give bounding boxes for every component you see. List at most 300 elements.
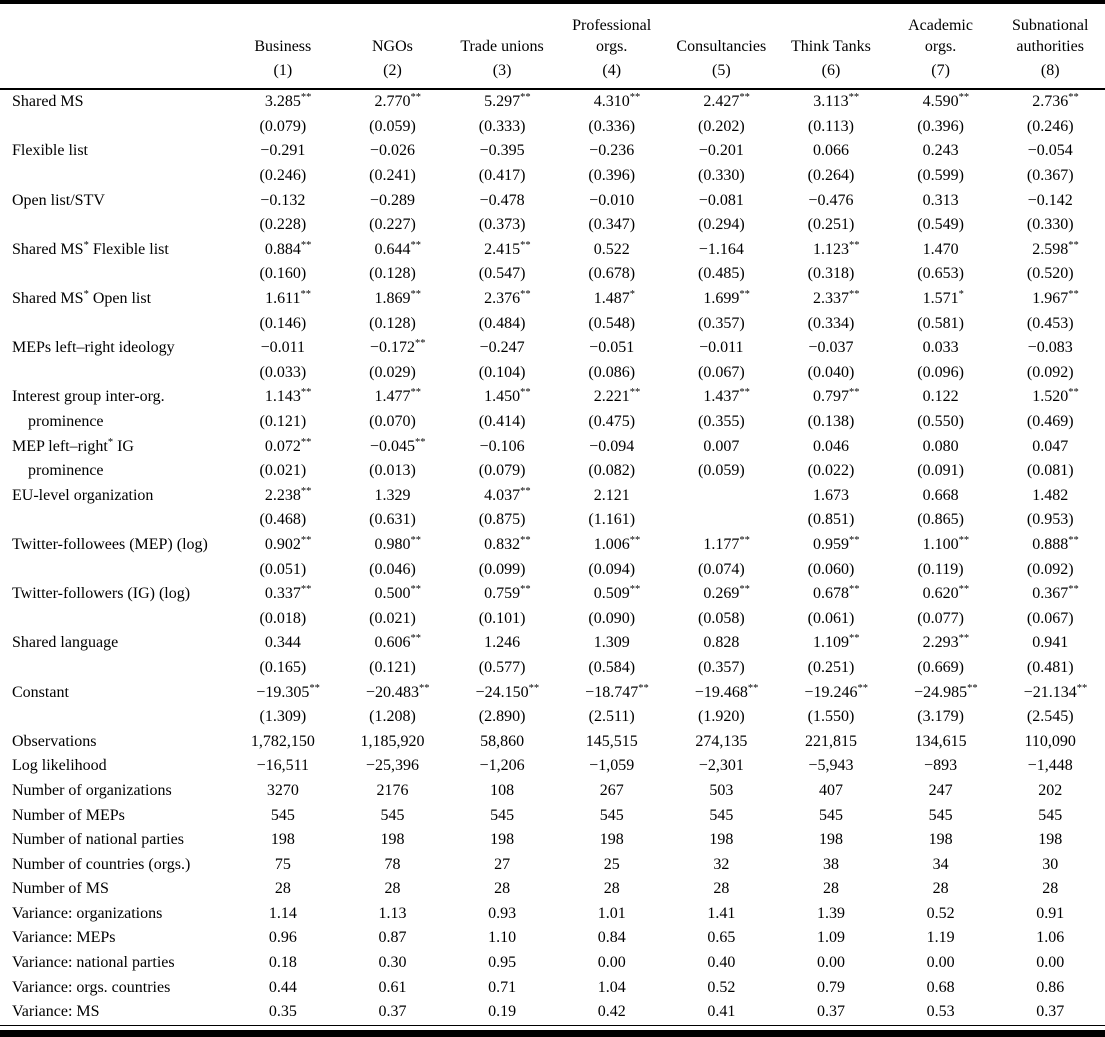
coefficient-cell: 0.644**	[374, 239, 421, 258]
standard-error-cell: (3.179)	[917, 708, 964, 726]
standard-error-cell: (0.033)	[259, 363, 307, 381]
row-label: Shared MS* Open list	[12, 289, 152, 308]
column-header-8	[995, 4, 1105, 88]
column-header-name-line: NGOs	[371, 38, 413, 55]
statistic-label: Number of organizations	[12, 781, 172, 799]
statistic-cell: 198	[1038, 831, 1063, 849]
coefficient-cell: 2.376**	[484, 289, 531, 308]
coefficient-cell: 3.113**	[813, 92, 860, 111]
statistic-cell: 34	[932, 855, 949, 873]
standard-error-cell: (0.077)	[917, 609, 964, 627]
standard-error-cell: (0.251)	[807, 216, 855, 234]
coefficient-cell: 1.967**	[1032, 289, 1079, 308]
coefficient-cell: 0.606**	[374, 633, 421, 652]
coefficient-cell: −1.164	[698, 240, 744, 258]
coefficient-cell: 1.477**	[374, 387, 421, 406]
coefficient-cell: 0.759**	[484, 584, 531, 603]
standard-error-line	[0, 213, 1105, 238]
coefficient-cell: −0.083	[1027, 339, 1073, 357]
column-model-number: (6)	[821, 62, 841, 79]
standard-error-cell: (0.096)	[917, 363, 964, 381]
coefficient-cell: −0.478	[479, 191, 525, 209]
statistic-cell: 0.42	[597, 1003, 626, 1021]
standard-error-cell: (0.121)	[259, 413, 307, 431]
statistic-cell: 134,615	[914, 732, 967, 750]
coefficient-cell: 1.869**	[374, 289, 421, 308]
coefficient-cell: −24.150**	[475, 682, 540, 701]
coefficient-cell: −0.094	[589, 437, 635, 455]
statistic-cell: 0.96	[268, 929, 297, 947]
statistic-cell: −2,301	[698, 757, 744, 775]
superscript-asterisk: *	[83, 239, 89, 251]
statistic-cell: 1.39	[816, 904, 845, 922]
coefficient-cell: −0.026	[369, 142, 415, 160]
standard-error-cell: (1.161)	[588, 511, 636, 529]
coefficient-cell: −0.051	[589, 339, 635, 357]
standard-error-cell: (0.481)	[1026, 658, 1074, 676]
statistic-cell: −5,943	[808, 757, 854, 775]
row-label: Constant	[12, 683, 69, 701]
column-header-name	[372, 36, 413, 57]
standard-error-cell: (0.251)	[807, 658, 855, 676]
statistic-cell: 0.00	[1036, 954, 1065, 972]
statistic-cell: 545	[599, 806, 624, 824]
column-model-number: (3)	[492, 62, 512, 79]
coefficient-cell: 0.033	[922, 339, 959, 357]
standard-error-cell: (0.092)	[1026, 363, 1074, 381]
statistic-cell: 0.84	[597, 929, 626, 947]
coefficient-cell: 2.337**	[812, 289, 860, 308]
standard-error-cell: (0.101)	[478, 609, 526, 627]
statistic-cell: 1,782,150	[250, 732, 315, 750]
statistic-cell: 198	[380, 831, 405, 849]
standard-error-cell: (0.099)	[478, 560, 526, 578]
standard-error-cell: (0.851)	[807, 511, 855, 529]
standard-error-cell: (0.090)	[588, 609, 636, 627]
standard-error-cell: (0.228)	[259, 216, 307, 234]
standard-error-cell: (0.246)	[259, 167, 307, 185]
standard-error-cell: (0.599)	[917, 167, 964, 185]
statistic-cell: −25,396	[365, 757, 419, 775]
standard-error-cell: (0.367)	[1026, 167, 1074, 185]
statistic-cell: 545	[380, 806, 405, 824]
coefficient-line	[0, 188, 1105, 213]
row-label: Shared MS	[12, 93, 84, 111]
standard-error-line	[0, 557, 1105, 582]
standard-error-cell: (0.070)	[369, 413, 416, 431]
coefficient-cell: 0.080	[922, 437, 959, 455]
coefficient-cell: 0.832**	[484, 534, 531, 553]
coefficient-cell: −24.985**	[914, 682, 978, 701]
coefficient-cell: 2.770**	[374, 92, 421, 111]
coefficient-line	[0, 139, 1105, 164]
coefficient-cell: 1.109**	[812, 633, 860, 652]
standard-error-cell: (0.475)	[588, 413, 636, 431]
coefficient-cell: −0.081	[698, 191, 744, 209]
column-header-name	[908, 15, 973, 57]
column-header-1	[228, 4, 338, 88]
standard-error-cell: (0.241)	[369, 167, 416, 185]
coefficient-cell: 2.293**	[922, 633, 970, 652]
standard-error-line	[0, 459, 1105, 484]
column-header-name-line: Trade unions	[460, 38, 544, 55]
statistic-cell: 0.41	[707, 1003, 736, 1021]
standard-error-cell: (0.347)	[588, 216, 636, 234]
standard-error-cell: (0.373)	[478, 216, 526, 234]
standard-error-cell: (0.059)	[369, 117, 416, 135]
statistic-cell: 503	[709, 781, 734, 799]
standard-error-cell: (0.074)	[697, 560, 745, 578]
coefficient-cell: −0.247	[479, 339, 525, 357]
coefficient-cell: 0.668	[922, 486, 959, 504]
standard-error-cell: (0.079)	[259, 117, 307, 135]
header-empty-cell	[0, 4, 228, 88]
standard-error-cell: (0.468)	[259, 511, 307, 529]
statistic-cell: 1.09	[816, 929, 845, 947]
statistic-cell: 0.52	[926, 904, 955, 922]
statistic-cell: 545	[818, 806, 843, 824]
column-header-name-line: Academic	[908, 17, 973, 34]
standard-error-cell: (0.333)	[478, 117, 526, 135]
standard-error-line	[0, 606, 1105, 631]
coefficient-line	[0, 287, 1105, 312]
standard-error-cell: (0.121)	[369, 658, 416, 676]
standard-error-cell: (0.061)	[807, 609, 855, 627]
coefficient-line	[0, 582, 1105, 607]
standard-error-line	[0, 164, 1105, 189]
regression-table-body	[0, 90, 1105, 1025]
statistic-cell: 0.18	[268, 954, 297, 972]
statistic-cell: 545	[1038, 806, 1063, 824]
standard-error-cell: (0.146)	[259, 314, 307, 332]
column-header-4	[557, 4, 667, 88]
coefficient-cell: −21.134**	[1023, 682, 1088, 701]
standard-error-cell: (0.678)	[588, 265, 636, 283]
standard-error-cell: (0.453)	[1026, 314, 1074, 332]
coefficient-cell: 4.037**	[484, 485, 531, 504]
standard-error-cell: (0.396)	[917, 117, 964, 135]
standard-error-cell: (0.484)	[478, 314, 526, 332]
statistic-cell: 78	[384, 855, 401, 873]
column-header-name-line: orgs.	[596, 38, 628, 55]
statistic-line	[0, 1000, 1105, 1025]
coefficient-cell: 0.902**	[264, 534, 312, 553]
coefficient-cell: 0.509**	[593, 584, 641, 603]
standard-error-cell: (0.581)	[917, 314, 964, 332]
statistic-cell: 0.52	[707, 978, 736, 996]
statistic-cell: 0.61	[378, 978, 407, 996]
standard-error-cell: (0.202)	[697, 117, 745, 135]
standard-error-cell: (0.113)	[807, 117, 854, 135]
statistic-line	[0, 754, 1105, 779]
coefficient-cell: 0.500**	[374, 584, 421, 603]
statistic-cell: 1.10	[488, 929, 517, 947]
standard-error-cell: (0.330)	[697, 167, 745, 185]
standard-error-cell: (0.067)	[1026, 609, 1074, 627]
coefficient-cell: 5.297**	[484, 92, 531, 111]
standard-error-cell: (0.417)	[478, 167, 526, 185]
statistic-cell: 28	[932, 880, 949, 898]
coefficient-cell: 1.520**	[1032, 387, 1079, 406]
standard-error-cell: (0.086)	[588, 363, 636, 381]
standard-error-cell: (1.920)	[697, 708, 745, 726]
statistic-cell: −1,448	[1027, 757, 1073, 775]
standard-error-cell: (0.081)	[1026, 462, 1074, 480]
statistic-label: Log likelihood	[12, 757, 107, 775]
standard-error-cell: (0.128)	[369, 314, 416, 332]
coefficient-cell: 3.285**	[264, 92, 312, 111]
row-label: MEPs left–right ideology	[12, 339, 175, 357]
coefficient-cell: 1.482	[1032, 486, 1069, 504]
coefficient-cell: 1.487*	[593, 289, 635, 308]
coefficient-cell: 1.673	[812, 486, 849, 504]
statistic-cell: 38	[822, 855, 839, 873]
coefficient-cell: −0.172**	[369, 338, 426, 357]
statistic-cell: 221,815	[804, 732, 857, 750]
coefficient-cell: 2.427**	[703, 92, 750, 111]
statistic-line	[0, 902, 1105, 927]
standard-error-cell: (1.208)	[369, 708, 416, 726]
statistic-cell: 0.00	[597, 954, 626, 972]
coefficient-cell: 1.329	[374, 486, 411, 504]
standard-error-cell: (0.058)	[697, 609, 745, 627]
coefficient-cell: 1.123**	[812, 239, 860, 258]
standard-error-cell: (0.021)	[259, 462, 307, 480]
coefficient-line	[0, 680, 1105, 705]
coefficient-line	[0, 484, 1105, 509]
statistic-cell: 0.65	[707, 929, 736, 947]
column-header-name	[791, 36, 871, 57]
standard-error-cell: (0.355)	[697, 413, 745, 431]
coefficient-cell: 0.884**	[264, 239, 312, 258]
coefficient-cell: 0.122	[922, 388, 959, 406]
standard-error-cell: (0.092)	[1026, 560, 1074, 578]
statistic-cell: 0.19	[488, 1003, 517, 1021]
coefficient-cell: 2.736**	[1032, 92, 1079, 111]
statistic-cell: 75	[274, 855, 291, 873]
coefficient-cell: 0.367**	[1032, 584, 1079, 603]
statistic-cell: 1,185,920	[360, 732, 425, 750]
coefficient-cell: 0.337**	[264, 584, 312, 603]
statistic-cell: −1,206	[479, 757, 525, 775]
standard-error-cell: (0.138)	[807, 413, 855, 431]
coefficient-cell: 0.941	[1032, 634, 1069, 652]
column-model-number: (4)	[602, 62, 622, 79]
statistic-cell: −1,059	[589, 757, 635, 775]
coefficient-cell: −0.142	[1027, 191, 1073, 209]
coefficient-cell: −19.305**	[256, 682, 320, 701]
standard-error-cell: (0.357)	[697, 314, 745, 332]
standard-error-cell: (0.336)	[588, 117, 636, 135]
coefficient-cell: 0.007	[703, 437, 740, 455]
standard-error-cell: (0.060)	[807, 560, 855, 578]
statistic-cell: 1.14	[268, 904, 297, 922]
statistic-cell: 0.79	[816, 978, 845, 996]
standard-error-cell: (0.264)	[807, 167, 855, 185]
standard-error-cell: (0.396)	[588, 167, 636, 185]
statistic-cell: −893	[924, 757, 958, 775]
column-header-name-line: Consultancies	[676, 38, 767, 55]
statistic-cell: 198	[928, 831, 953, 849]
coefficient-cell: 0.980**	[374, 534, 421, 553]
statistic-cell: 1.04	[597, 978, 626, 996]
standard-error-line	[0, 361, 1105, 386]
statistic-cell: 1.06	[1036, 929, 1065, 947]
coefficient-cell: 1.309	[593, 634, 630, 652]
statistic-cell: 32	[713, 855, 730, 873]
statistic-cell: 274,135	[695, 732, 748, 750]
table-header	[0, 4, 1105, 90]
coefficient-line	[0, 336, 1105, 361]
coefficient-cell: 0.959**	[812, 534, 860, 553]
standard-error-line	[0, 705, 1105, 730]
coefficient-cell: 1.571*	[922, 289, 964, 308]
coefficient-cell: 2.221**	[593, 387, 641, 406]
standard-error-cell: (0.059)	[697, 462, 745, 480]
standard-error-cell: (0.414)	[478, 413, 526, 431]
column-header-name-line: Business	[254, 38, 312, 55]
coefficient-cell: 0.678**	[812, 584, 860, 603]
standard-error-cell: (0.953)	[1026, 511, 1074, 529]
standard-error-cell: (0.040)	[807, 363, 855, 381]
standard-error-cell: (0.165)	[259, 658, 307, 676]
statistic-line	[0, 852, 1105, 877]
coefficient-cell: −0.291	[260, 142, 306, 160]
statistic-cell: 198	[818, 831, 843, 849]
column-header-name-line: orgs.	[924, 38, 957, 55]
standard-error-cell: (0.119)	[917, 560, 964, 578]
statistic-cell: 108	[490, 781, 515, 799]
statistic-cell: 145,515	[585, 732, 638, 750]
statistic-cell: 28	[384, 880, 401, 898]
statistic-cell: 0.93	[488, 904, 517, 922]
standard-error-cell: (0.547)	[478, 265, 526, 283]
statistic-cell: −16,511	[256, 757, 310, 775]
standard-error-cell: (0.094)	[588, 560, 636, 578]
coefficient-cell: −0.236	[589, 142, 635, 160]
standard-error-cell: (0.669)	[917, 658, 964, 676]
coefficient-cell: −0.010	[589, 191, 635, 209]
column-model-number: (8)	[1040, 62, 1060, 79]
statistic-cell: 0.91	[1036, 904, 1065, 922]
coefficient-line	[0, 385, 1105, 410]
statistic-cell: 0.00	[816, 954, 845, 972]
coefficient-cell: 1.006**	[593, 534, 641, 553]
row-label-continued: prominence	[28, 462, 104, 480]
statistic-cell: 0.00	[926, 954, 955, 972]
coefficient-cell: −19.468**	[694, 682, 759, 701]
coefficient-cell: 0.888**	[1032, 534, 1079, 553]
column-header-name-line: Professional	[572, 17, 652, 34]
row-label: Shared MS* Flexible list	[12, 239, 169, 258]
coefficient-cell: −0.289	[369, 191, 415, 209]
standard-error-cell: (0.318)	[807, 265, 855, 283]
column-header-6	[776, 4, 886, 88]
standard-error-cell: (2.545)	[1026, 708, 1074, 726]
coefficient-cell: 1.470	[922, 240, 959, 258]
standard-error-cell: (0.079)	[478, 462, 526, 480]
standard-error-cell: (0.128)	[369, 265, 416, 283]
statistic-cell: 28	[1042, 880, 1059, 898]
row-label: Twitter-followers (IG) (log)	[12, 585, 191, 603]
statistic-label: Number of MS	[12, 880, 109, 898]
column-header-name	[1012, 15, 1088, 57]
statistic-cell: 30	[1042, 855, 1059, 873]
column-header-2	[338, 4, 448, 88]
statistic-cell: 0.40	[707, 954, 736, 972]
statistic-label: Variance: organizations	[12, 904, 163, 922]
standard-error-cell: (0.577)	[478, 658, 526, 676]
statistic-cell: 545	[270, 806, 295, 824]
standard-error-cell: (0.021)	[369, 609, 416, 627]
statistic-cell: 0.37	[1036, 1003, 1065, 1021]
standard-error-cell: (0.485)	[697, 265, 745, 283]
statistic-cell: 0.30	[378, 954, 407, 972]
coefficient-cell: 0.072**	[264, 436, 312, 455]
coefficient-cell: 2.121	[593, 486, 630, 504]
coefficient-line	[0, 90, 1105, 115]
standard-error-line	[0, 410, 1105, 435]
standard-error-cell: (0.584)	[588, 658, 636, 676]
statistic-cell: 2176	[376, 781, 409, 799]
standard-error-line	[0, 262, 1105, 287]
coefficient-cell: 0.522	[593, 240, 630, 258]
standard-error-cell: (2.890)	[478, 708, 526, 726]
row-label: Interest group inter-org.	[12, 388, 165, 406]
column-header-name-line: Subnational	[1011, 17, 1089, 34]
standard-error-line	[0, 115, 1105, 140]
statistic-cell: 0.35	[268, 1003, 297, 1021]
statistic-cell: 267	[599, 781, 624, 799]
superscript-asterisk: *	[83, 289, 89, 301]
coefficient-cell: 0.620**	[922, 584, 970, 603]
coefficient-cell: 4.310**	[593, 92, 641, 111]
statistic-cell: 0.71	[488, 978, 517, 996]
coefficient-cell: 2.238**	[264, 485, 312, 504]
column-header-5	[667, 4, 777, 88]
statistic-cell: 198	[709, 831, 734, 849]
statistic-cell: 198	[270, 831, 295, 849]
statistic-cell: 28	[603, 880, 620, 898]
column-header-name	[676, 36, 766, 57]
coefficient-cell: 4.590**	[922, 92, 970, 111]
statistic-cell: 1.19	[926, 929, 955, 947]
statistic-cell: 28	[274, 880, 291, 898]
statistic-cell: 0.68	[926, 978, 955, 996]
statistic-cell: 1.41	[707, 904, 736, 922]
row-label: Twitter-followees (MEP) (log)	[12, 535, 208, 553]
statistic-line	[0, 828, 1105, 853]
standard-error-cell: (0.548)	[588, 314, 636, 332]
standard-error-cell: (0.875)	[478, 511, 526, 529]
coefficient-cell: 0.313	[922, 191, 959, 209]
statistic-cell: 202	[1038, 781, 1063, 799]
standard-error-cell: (0.246)	[1026, 117, 1074, 135]
coefficient-line	[0, 631, 1105, 656]
standard-error-cell: (0.653)	[917, 265, 964, 283]
statistic-label: Number of countries (orgs.)	[12, 855, 191, 873]
statistic-cell: 28	[822, 880, 839, 898]
coefficient-cell: 1.246	[484, 634, 521, 652]
coefficient-cell: −0.395	[479, 142, 525, 160]
coefficient-cell: −0.132	[260, 191, 306, 209]
statistic-line	[0, 975, 1105, 1000]
row-label: EU-level organization	[12, 486, 154, 504]
statistic-line	[0, 803, 1105, 828]
statistic-label: Number of MEPs	[12, 806, 125, 824]
coefficient-cell: 1.437**	[703, 387, 750, 406]
coefficient-line	[0, 434, 1105, 459]
